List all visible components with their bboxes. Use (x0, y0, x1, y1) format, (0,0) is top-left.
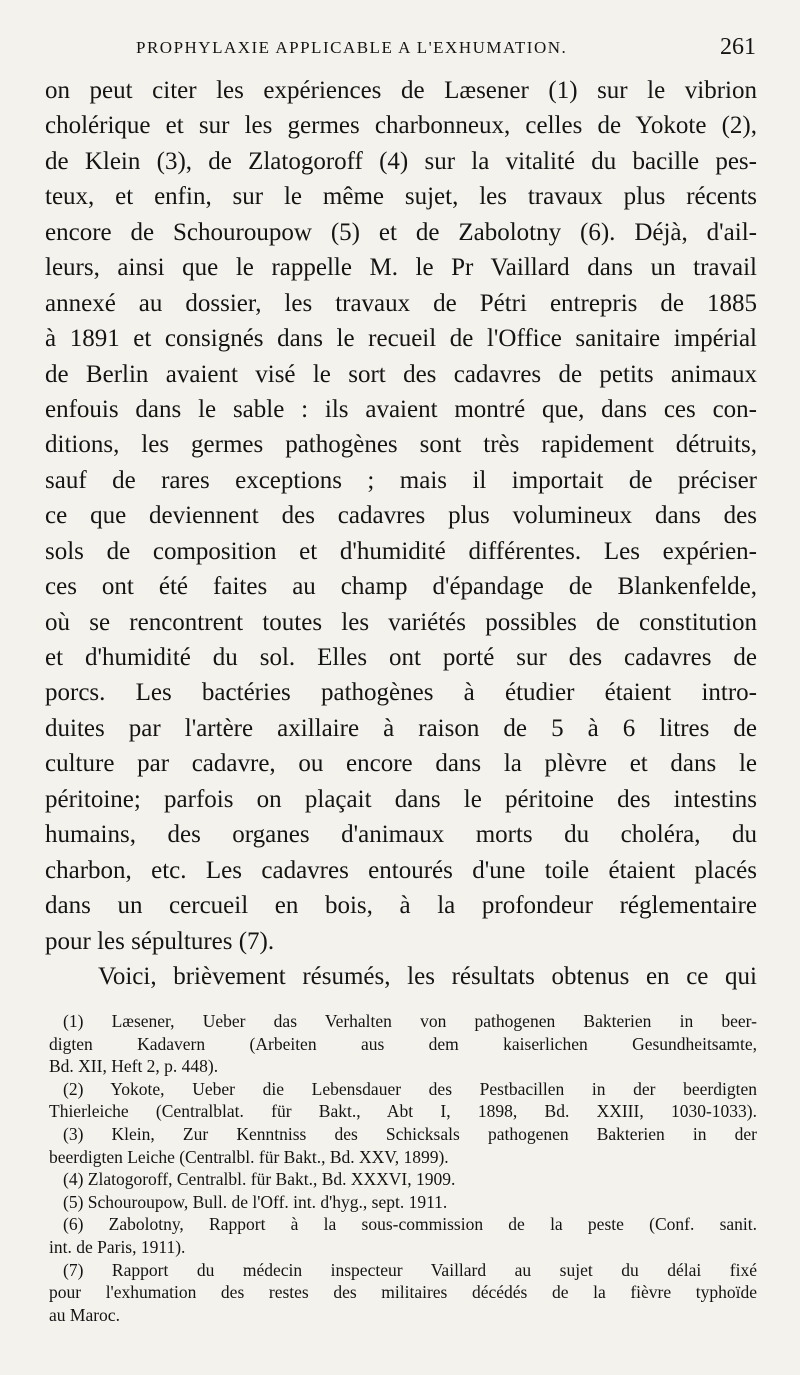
footnote-line: (4) Zlatogoroff, Centralbl. für Bakt., Bd. XXXVI, 1909. (63, 1169, 456, 1190)
body-line: ce que deviennent des cadavres plus volumineux dans des (45, 502, 757, 530)
body-line: leurs, ainsi que le rappelle M. le Pr Vaillard dans un travail (45, 254, 757, 282)
body-line: ces ont été faites au champ d'épandage de Blankenfelde, (45, 573, 757, 601)
body-line: on peut citer les expériences de Læsener (1) sur le vibrion (45, 77, 757, 104)
body-line: cholérique et sur les germes charbonneux, celles de Yokote (2), (45, 112, 757, 140)
body-line: de Berlin avaient visé le sort des cadavres de petits animaux (45, 360, 757, 388)
footnote-line: au Maroc. (49, 1304, 120, 1325)
body-line: encore de Schouroupow (5) et de Zabolotny (6). Déjà, d'ail- (45, 218, 757, 246)
body-line: enfouis dans le sable : ils avaient montré que, dans ces con- (45, 395, 757, 423)
footnote-line: pour l'exhumation des restes des militaires décédés de la fièvre typhoïde (49, 1282, 757, 1303)
page-header (40, 34, 760, 64)
body-line: où se rencontrent toutes les variétés possibles de constitution (45, 608, 757, 636)
running-head: PROPHYLAXIE APPLICABLE A L'EXHUMATION. (136, 38, 568, 57)
footnote-line: (2) Yokote, Ueber die Lebensdauer des Pestbacillen in der beerdigten (63, 1078, 757, 1099)
body-line: péritoine; parfois on plaçait dans le péritoine des intestins (45, 785, 757, 813)
footnote-line: Bd. XII, Heft 2, p. 448). (49, 1056, 219, 1077)
footnote-line: (7) Rapport du médecin inspecteur Vaillard au sujet du délai fixé (63, 1259, 757, 1280)
body-line: de Klein (3), de Zlatogoroff (4) sur la vitalité du bacille pes- (45, 147, 757, 175)
body-text (45, 73, 757, 994)
body-line: Voici, brièvement résumés, les résultats obtenus en ce qui (98, 962, 757, 990)
body-line: annexé au dossier, les travaux de Pétri entrepris de 1885 (45, 289, 757, 317)
footnote-line: (6) Zabolotny, Rapport à la sous-commission de la peste (Conf. sanit. (63, 1214, 757, 1235)
body-line: teux, et enfin, sur le même sujet, les travaux plus récents (45, 183, 757, 211)
body-line: culture par cadavre, ou encore dans la plèvre et dans le (45, 750, 757, 778)
footnote-line: int. de Paris, 1911). (49, 1236, 186, 1257)
footnote-line: Thierleiche (Centralblat. für Bakt., Abt I, 1898, Bd. XXIII, 1030-1033). (49, 1101, 757, 1122)
footnote-line: (3) Klein, Zur Kenntniss des Schicksals pathogenen Bakterien in der (63, 1123, 757, 1144)
page-number: 261 (720, 34, 756, 60)
body-line: sols de composition et d'humidité différentes. Les expérien- (45, 537, 757, 565)
footnote-line: (1) Læsener, Ueber das Verhalten von pathogenen Bakterien in beer- (63, 1011, 757, 1031)
body-line: à 1891 et consignés dans le recueil de l'Office sanitaire impérial (45, 325, 757, 353)
footnote-line: digten Kadavern (Arbeiten aus dem kaiserlichen Gesundheitsamte, (49, 1033, 757, 1054)
body-line: porcs. Les bactéries pathogènes à étudier étaient intro- (45, 679, 757, 707)
body-line: duites par l'artère axillaire à raison de 5 à 6 litres de (45, 714, 757, 742)
body-line: et d'humidité du sol. Elles ont porté sur des cadavres de (45, 644, 757, 671)
body-line: dans un cercueil en bois, à la profondeur réglementaire (45, 892, 757, 920)
footnote-line: (5) Schouroupow, Bull. de l'Off. int. d'hyg., sept. 1911. (63, 1191, 448, 1212)
body-line: humains, des organes d'animaux morts du choléra, du (45, 821, 757, 849)
body-line: sauf de rares exceptions ; mais il importait de préciser (45, 466, 757, 494)
footnotes (45, 1010, 757, 1326)
footnote-line: beerdigten Leiche (Centralbl. für Bakt., Bd. XXV, 1899). (49, 1146, 449, 1167)
body-line: pour les sépultures (7). (45, 927, 275, 955)
body-line: ditions, les germes pathogènes sont très rapidement détruits, (45, 431, 757, 459)
body-line: charbon, etc. Les cadavres entourés d'une toile étaient placés (45, 856, 757, 884)
